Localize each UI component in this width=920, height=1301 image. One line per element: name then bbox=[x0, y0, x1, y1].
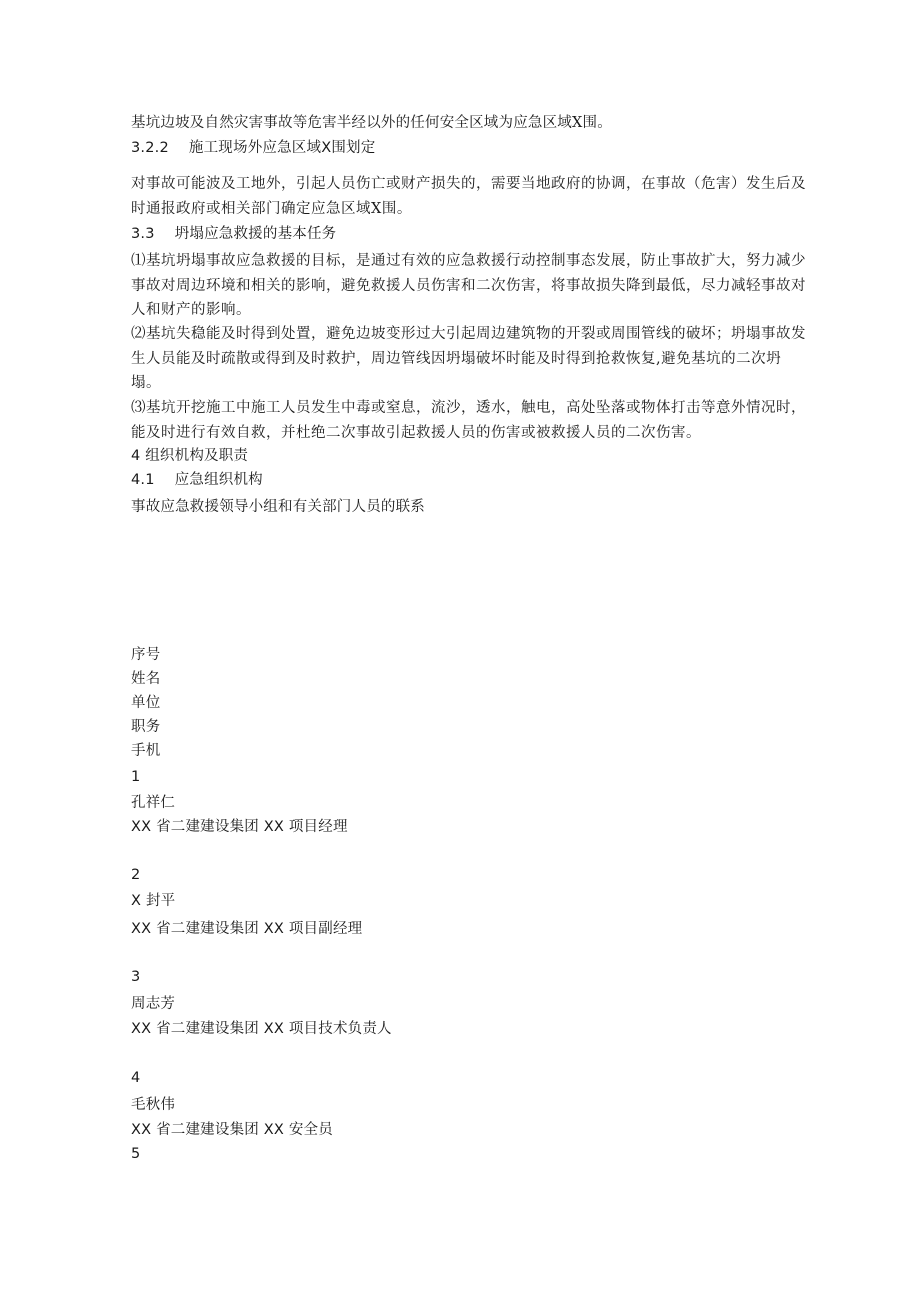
table-header-cell: 姓名 bbox=[131, 671, 161, 687]
table-cell-name: X 封平 bbox=[131, 893, 176, 909]
table-header-cell: 职务 bbox=[131, 719, 161, 735]
table-cell-no: 1 bbox=[131, 769, 141, 785]
section-heading-4-1 bbox=[131, 470, 263, 490]
table-cell-unit-role: XX 省二建建设集团 XX 项目副经理 bbox=[131, 921, 363, 937]
table-cell-no: 2 bbox=[131, 867, 141, 883]
body-line: 基坑边坡及自然灾害事故等危害半经以外的任何安全区域为应急区域Ⅹ围。 bbox=[131, 115, 612, 131]
section-title: 施工现场外应急区域Ⅹ围划定 bbox=[188, 140, 376, 156]
table-cell-no: 4 bbox=[131, 1070, 141, 1086]
table-header-cell: 序号 bbox=[131, 647, 161, 663]
table-cell-no: 5 bbox=[131, 1146, 141, 1162]
table-cell-name: 孔祥仁 bbox=[131, 795, 176, 811]
table-cell-name: 周志芳 bbox=[131, 996, 176, 1012]
section-title: 坍塌应急救援的基本任务 bbox=[174, 226, 337, 242]
section-title: 应急组织机构 bbox=[174, 472, 263, 488]
table-cell-unit-role: XX 省二建建设集团 XX 项目经理 bbox=[131, 819, 348, 835]
list-item-3: ⑶基坑开挖施工中施工人员发生中毒或窒息，流沙，透水，触电，高处坠落或物体打击等意外情况时，能及时进行有效自救，并杜绝二次事故引起救援人员的伤害或被救援人员的二次伤害。 bbox=[131, 400, 806, 441]
section-heading-4: 4 组织机构及职责 bbox=[131, 448, 249, 464]
table-cell-name: 毛秋伟 bbox=[131, 1097, 176, 1113]
paragraph-3-2-2: 对事故可能波及工地外，引起人员伤亡或财产损失的，需要当地政府的协调，在事故（危害）发生后及时通报政府或相关部门确定应急区域Ⅹ围。 bbox=[131, 176, 806, 217]
section-number: 4.1 bbox=[131, 472, 155, 488]
section-number: 3.2.2 bbox=[131, 140, 169, 156]
list-item-1: ⑴基坑坍塌事故应急救援的目标，是通过有效的应急救援行动控制事态发展，防止事故扩大，努力减少事故对周边环境和相关的影响，避免救援人员伤害和二次伤害，将事故损失降到最低，尽力减轻事故对人和财产的影响。 bbox=[131, 253, 806, 318]
table-cell-unit-role: XX 省二建建设集团 XX 项目技术负责人 bbox=[131, 1021, 392, 1037]
table-cell-no: 3 bbox=[131, 969, 141, 985]
paragraph-4-1: 事故应急救援领导小组和有关部门人员的联系 bbox=[131, 499, 425, 515]
section-heading-3-2-2 bbox=[131, 138, 375, 158]
table-header-cell: 手机 bbox=[131, 743, 161, 759]
list-item-2: ⑵基坑失稳能及时得到处置，避免边坡变形过大引起周边建筑物的开裂或周围管线的破坏；坍塌事故发生人员能及时疏散或得到及时救护，周边管线因坍塌破坏时能及时得到抢救恢复,避免基坑的二次坍塌。 bbox=[131, 326, 806, 391]
section-number: 3.3 bbox=[131, 226, 155, 242]
table-header-cell: 单位 bbox=[131, 695, 161, 711]
table-cell-unit-role: XX 省二建建设集团 XX 安全员 bbox=[131, 1122, 333, 1138]
section-heading-3-3 bbox=[131, 224, 336, 244]
